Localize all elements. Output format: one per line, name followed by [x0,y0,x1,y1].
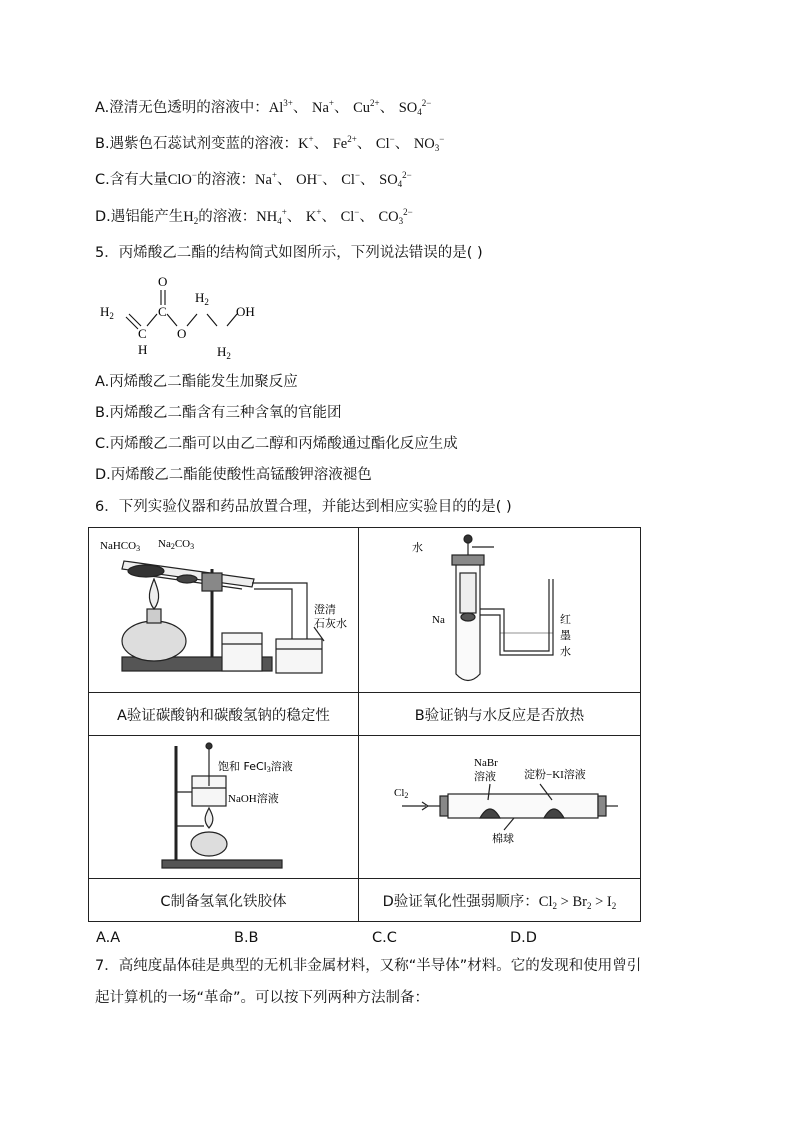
ion-cu: $Cu^{2+}$ [353,98,380,116]
caption-d: D验证氧化性强弱顺序：$Cl_2 > Br_2 > I_2$ [358,879,640,922]
ion-na: Na+ [254,170,277,188]
option-b-label: B.遇紫色石蕊试剂变蓝的溶液： [95,136,299,152]
q5-option-b: B.丙烯酸乙二酯含有三种含氧的官能团 [95,405,342,421]
cell-a-image [89,528,359,693]
struct-carbonyl-c: C [158,304,167,319]
label-limewater-1: 澄清 [314,604,337,616]
apparatus-a-diagram [92,529,354,687]
label-cotton-ball: 棉球 [492,833,515,845]
q6-answer-c: C.C [372,930,397,946]
experiment-table [88,527,641,922]
q6-answer-a: A.A [96,930,121,946]
label-nahco3: NaHCO3 [100,540,141,553]
struct-carbonyl-o: O [158,274,168,289]
ion-al: $Al^{3+}$ [268,98,293,116]
struct-h2-left: $H_2$ [100,304,114,321]
ion-so4: $SO_4^{2-}$ [379,170,412,189]
struct-h: H [138,342,148,357]
ester-structure-diagram [95,270,285,362]
option-c-pre: C.含有大量 [95,172,168,188]
struct-ester-o: O [177,326,187,341]
option-d-post: 的溶液： [198,209,257,225]
cell-d-image [358,736,640,879]
label-red-ink-3: 水 [560,646,572,658]
ion-no3: $NO_3^-$ [413,134,445,153]
question-5-stem: 5．丙烯酸乙二酯的结构简式如图所示，下列说法错误的是( ) [95,245,483,261]
apparatus-c-diagram [92,736,354,874]
caption-c: C制备氢氧化铁胶体 [89,879,359,922]
q6-answer-b: B.B [234,930,259,946]
ion-cl: Cl− [375,134,395,152]
ion-nh4: $NH_4^+$ [256,207,287,226]
option-c-post: 的溶液： [196,172,255,188]
struct-ch2-top: $H_2$ [195,290,209,307]
molecule-h2: $H_2$ [183,209,199,226]
label-nabr-1: NaBr [474,757,499,769]
q5-option-d: D.丙烯酸乙二酯能使酸性高锰酸钾溶液褪色 [95,467,372,483]
ion-clo: ClO− [167,170,197,188]
label-naoh: NaOH溶液 [228,793,280,805]
cell-c-image [89,736,359,879]
label-cl2: Cl2 [394,787,409,800]
question-7-line-1: 7．高纯度晶体硅是典型的无机非金属材料，又称“半导体”材料。它的发现和使用曾引 [95,958,642,974]
option-a: A.澄清无色透明的溶液中：$Al^{3+}$、 Na+、 $Cu^{2+}$、 $SO_4^{2-}$ [95,98,432,117]
label-limewater-2: 石灰水 [314,618,348,630]
ion-co3: $CO_3^{2-}$ [378,207,413,226]
ion-so4: $SO_4^{2-}$ [398,98,432,117]
struct-ch2-bottom: $H_2$ [217,344,231,361]
ion-k: K+ [298,134,314,152]
ion-k: K+ [305,207,322,225]
label-na2co3: Na2CO3 [158,538,195,551]
option-a-label: A.澄清无色透明的溶液中： [95,100,269,116]
label-starch-ki: 淀粉−KI溶液 [524,769,587,781]
apparatus-b-diagram [364,529,634,687]
caption-b: B验证钠与水反应是否放热 [358,693,640,736]
question-6-stem: 6．下列实验仪器和药品放置合理，并能达到相应实验目的的是( ) [95,499,512,515]
label-na: Na [432,614,446,626]
option-d-pre: D.遇铝能产生 [95,209,184,225]
ion-cl: Cl− [340,207,360,225]
q5-option-c: C.丙烯酸乙二酯可以由乙二醇和丙烯酸通过酯化反应生成 [95,436,458,452]
label-fecl3: 饱和 FeCl3溶液 [218,760,294,774]
label-red-ink-1: 红 [560,614,572,626]
label-nabr-2: 溶液 [474,771,497,783]
q6-answer-d: D.D [510,930,537,946]
question-7-line-2: 起计算机的一场“革命”。可以按下列两种方法制备： [95,990,430,1006]
ion-fe: $Fe^{2+}$ [332,134,357,152]
struct-oh: OH [236,304,255,319]
option-c: C.含有大量ClO−的溶液：Na+、 OH−、 Cl−、 $SO_4^{2-}$ [95,170,412,189]
q5-option-a: A.丙烯酸乙二酯能发生加聚反应 [95,374,298,390]
caption-a: A验证碳酸钠和碳酸氢钠的稳定性 [89,693,359,736]
apparatus-d-diagram [364,736,634,874]
ion-oh: OH− [296,170,323,188]
cell-b-image [358,528,640,693]
option-b: B.遇紫色石蕊试剂变蓝的溶液：K+、 $Fe^{2+}$、 Cl−、 $NO_3^-$ [95,134,445,153]
label-red-ink-2: 墨 [560,630,572,642]
label-water: 水 [412,542,424,554]
ion-na: Na+ [311,98,334,116]
option-d: D.遇铝能产生$H_2$的溶液：$NH_4^+$、 K+、 Cl−、 $CO_3^{2-}$ [95,207,413,226]
struct-c-label: C [138,326,147,341]
ion-cl: Cl− [341,170,361,188]
